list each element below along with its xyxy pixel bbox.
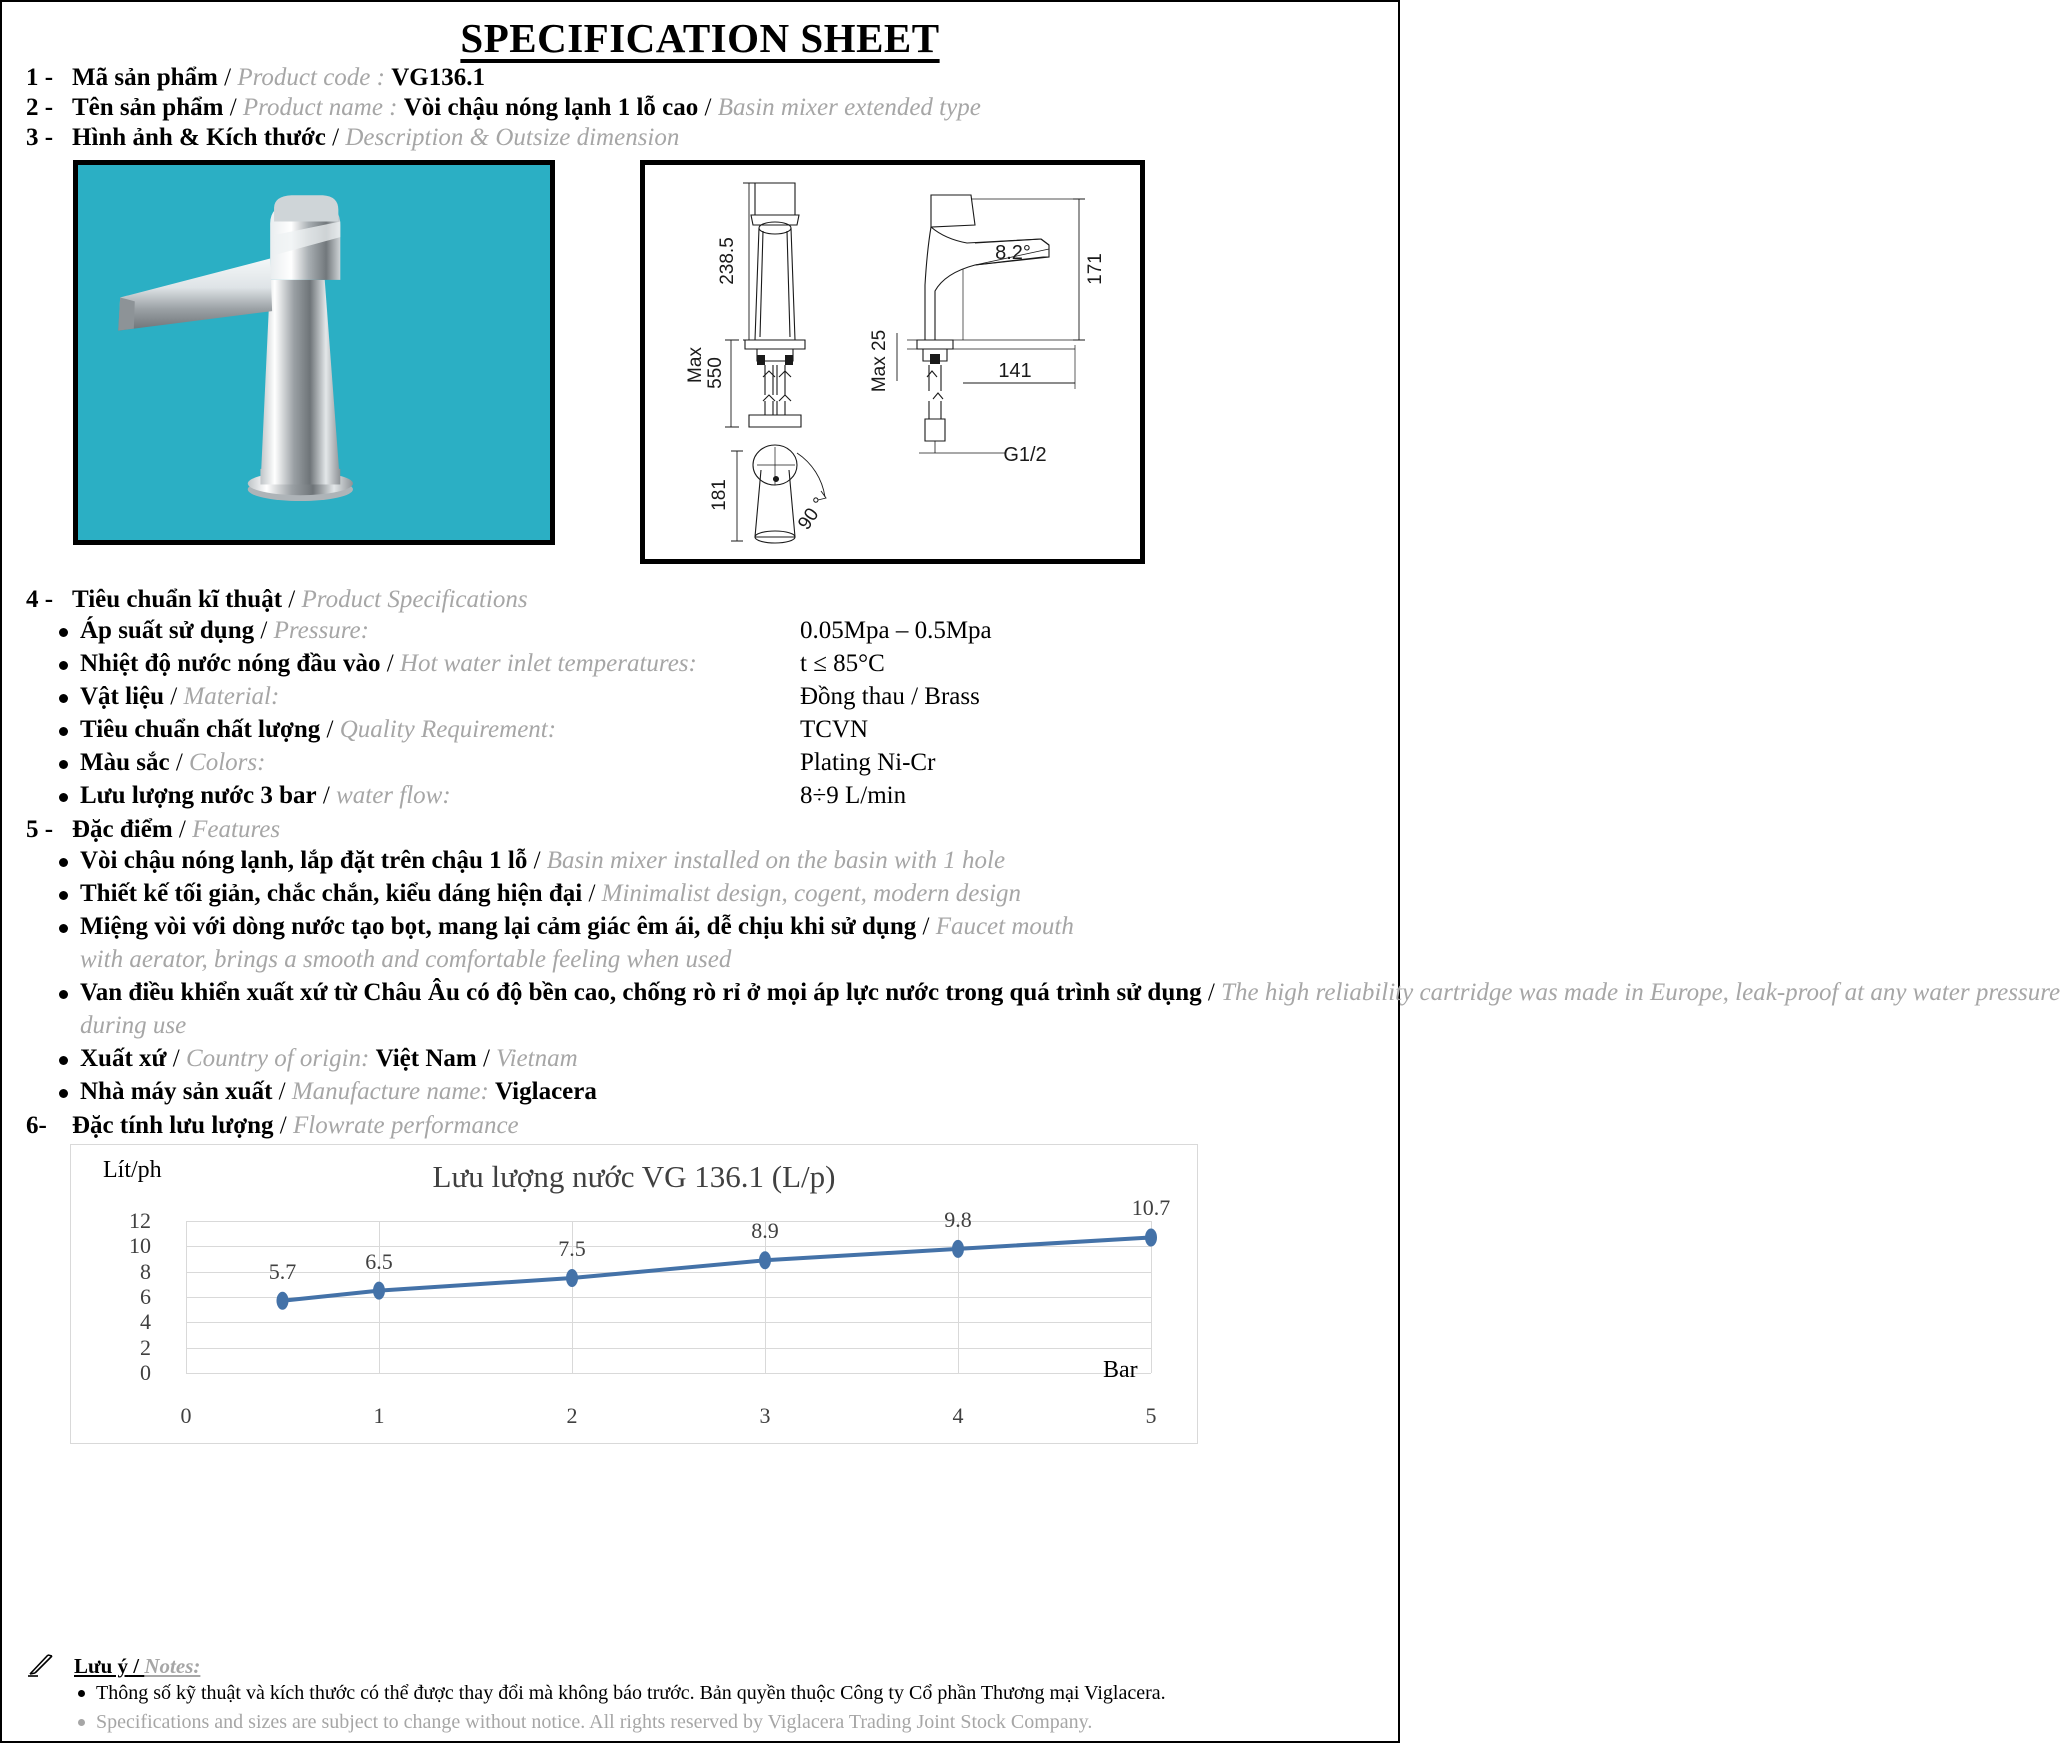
flowrate-label-en: Flowrate performance: [292, 1112, 519, 1139]
spec-label: [80, 680, 800, 713]
separator: /: [273, 1112, 293, 1139]
spec-row: [2, 647, 1398, 680]
spec-row: [2, 680, 1398, 713]
chart-x-tick-label: 3: [759, 1403, 771, 1428]
chart-data-point: [1145, 1228, 1157, 1246]
separator: /: [916, 913, 936, 940]
description-label-en: Description & Outsize dimension: [345, 124, 680, 151]
spec-label-en: water flow:: [336, 782, 451, 809]
dim-550: 550: [705, 357, 726, 389]
spec-row: [2, 614, 1398, 647]
technical-drawing: [640, 160, 1145, 564]
chart-x-tick-label: 0: [180, 1403, 192, 1428]
flowrate-label-vn: Đặc tính lưu lượng: [72, 1112, 274, 1139]
chart-data-point: [373, 1282, 385, 1300]
chart-y-tick-label: 12: [129, 1208, 151, 1233]
spec-label-en: Colors:: [189, 749, 266, 776]
spec-value: 0.05Mpa – 0.5Mpa: [800, 617, 992, 644]
description-label-vn: Hình ảnh & Kích thước: [72, 124, 326, 151]
feature-text-en: Minimalist design, cogent, modern design: [601, 880, 1022, 907]
separator: /: [320, 716, 340, 743]
spec-label: [80, 647, 800, 680]
chart-y-tick-label: 4: [140, 1309, 151, 1335]
separator: /: [169, 749, 190, 776]
features-section-header: [2, 816, 1398, 844]
notes-header: [26, 1654, 1398, 1679]
feature-text-en: The high reliability cartridge was made in Europe, leak-proof at any water pressure: [1221, 979, 2060, 1006]
feature-text-vn: Miệng vòi với dòng nước tạo bọt, mang lại cảm giác êm ái, dễ chịu khi sử dụng: [80, 913, 917, 940]
description-row: [2, 122, 1398, 152]
spec-value: t ≤ 85°C: [800, 650, 885, 677]
product-name-value-vn: Vòi chậu nóng lạnh 1 lỗ cao: [403, 94, 699, 121]
spec-label-vn: Màu sắc: [80, 749, 170, 776]
separator: /: [698, 94, 718, 121]
product-name-label-vn: Tên sản phẩm: [72, 94, 224, 121]
row-number: 1 -: [26, 64, 54, 91]
chart-x-tick-label: 5: [1145, 1403, 1157, 1428]
notes-section: [2, 1654, 1398, 1737]
spec-label-vn: Tiêu chuẩn chất lượng: [80, 716, 321, 743]
spec-value: Đồng thau / Brass: [800, 683, 980, 710]
origin-value-vn: Việt Nam: [375, 1045, 477, 1072]
separator: /: [223, 94, 243, 121]
separator: /: [282, 586, 302, 613]
dim-max-25: Max 25: [869, 329, 890, 393]
chart-data-label: 5.7: [268, 1258, 297, 1284]
chart-y-tick-label: 2: [140, 1334, 151, 1360]
section-number: 5 -: [26, 816, 54, 843]
feature-item: [2, 976, 2060, 1009]
dim-238-5: 238.5: [717, 237, 738, 285]
separator: /: [476, 1045, 497, 1072]
features-list: [2, 844, 2060, 1108]
origin-value-en: Vietnam: [496, 1045, 578, 1072]
manufacturer-value: Viglacera: [495, 1078, 597, 1105]
spec-row: [2, 779, 1398, 812]
separator: /: [166, 1045, 186, 1072]
spec-label-vn: Áp suất sử dụng: [80, 617, 255, 644]
dim-max: Max: [685, 347, 706, 383]
chart-data-label: 6.5: [365, 1248, 393, 1274]
chart-x-tick-label: 2: [566, 1403, 578, 1428]
note-item: Specifications and sizes are subject to change without notice. All rights reserved by Viglacera Trading Joint Stock Company.: [26, 1708, 1398, 1737]
row-number: 3 -: [26, 124, 54, 151]
chart-y-axis-title: Lít/ph: [103, 1157, 162, 1183]
spec-label-en: Quality Requirement:: [339, 716, 557, 743]
chart-series: [121, 1221, 1171, 1373]
chart-data-label: 7.5: [558, 1236, 586, 1261]
flowrate-chart: [70, 1144, 1198, 1444]
chart-y-tick-label: 10: [129, 1233, 151, 1259]
separator: /: [316, 782, 337, 809]
spec-label-vn: Vật liệu: [80, 683, 165, 710]
country-of-origin-item: [2, 1042, 1398, 1075]
product-name-label-en: Product name :: [242, 94, 404, 121]
feature-continuation: during use: [80, 1012, 187, 1039]
feature-item: [2, 877, 1398, 910]
spec-label-en: Hot water inlet temperatures:: [399, 650, 697, 677]
origin-label-en: Country of origin:: [186, 1045, 376, 1072]
chart-x-tick-label: 1: [373, 1403, 385, 1428]
separator: /: [128, 1654, 145, 1678]
chart-x-axis-title: Bar: [1103, 1357, 1138, 1383]
features-label-en: Features: [192, 816, 281, 843]
spec-label: [80, 713, 800, 746]
feature-item: [2, 844, 1398, 877]
chart-plot-area: [121, 1195, 1171, 1428]
product-code-label-en: Product code :: [237, 64, 392, 91]
feature-text-vn: Thiết kế tối giản, chắc chắn, kiểu dáng hiện đại: [80, 880, 589, 907]
separator: /: [588, 880, 602, 907]
dimension-drawing: [645, 165, 1140, 559]
chart-data-point: [759, 1251, 771, 1269]
row-number: 2 -: [26, 94, 54, 121]
separator: /: [1201, 979, 1222, 1006]
product-code-value: VG136.1: [391, 64, 485, 91]
chart-y-tick-label: 8: [140, 1258, 151, 1284]
spec-value: 8÷9 L/min: [800, 782, 907, 809]
chart-data-point: [277, 1292, 289, 1310]
spec-row: [2, 746, 1398, 779]
spec-label-en: Material:: [183, 683, 280, 710]
chart-title: Lưu lượng nước VG 136.1 (L/p): [432, 1159, 836, 1194]
chart-gridline-h: [186, 1373, 1151, 1374]
separator: /: [527, 847, 547, 874]
pencil-icon: [26, 1652, 60, 1678]
chart-y-tick-label: 0: [140, 1360, 151, 1385]
manufacturer-label-en: Manufacture name:: [291, 1078, 496, 1105]
specifications-section-header: [2, 586, 1398, 614]
separator: /: [172, 816, 193, 843]
separator: /: [217, 64, 238, 91]
notes-label-en: Notes:: [144, 1654, 201, 1678]
product-code-row: [2, 62, 1398, 92]
spec-label-vn: Lưu lượng nước 3 bar: [80, 782, 317, 809]
specifications-label-vn: Tiêu chuẩn kĩ thuật: [72, 586, 283, 613]
origin-label-vn: Xuất xứ: [80, 1045, 167, 1072]
chart-data-point: [952, 1240, 964, 1258]
chart-x-tick-label: 4: [952, 1403, 964, 1428]
flowrate-section-header: [2, 1112, 1398, 1140]
separator: /: [254, 617, 274, 644]
chart-y-tick-label: 6: [140, 1284, 151, 1309]
dim-g-half: G1/2: [1003, 444, 1047, 466]
dim-8-2-deg: 8.2°: [995, 242, 1031, 264]
note-item: Thông số kỹ thuật và kích thước có thể được thay đổi mà không báo trước. Bản quyền thuộc Công ty Cổ phần Thương mại Viglacera.: [26, 1679, 1398, 1708]
chart-data-point: [566, 1269, 578, 1287]
spec-value: TCVN: [800, 716, 869, 743]
product-name-row: [2, 92, 1398, 122]
spec-row: [2, 713, 1398, 746]
separator: /: [164, 683, 184, 710]
separator: /: [325, 124, 346, 151]
section-number: 6-: [26, 1112, 47, 1139]
product-code-label-vn: Mã sản phẩm: [72, 64, 218, 91]
features-label-vn: Đặc điểm: [72, 816, 173, 843]
spec-label-en: Pressure:: [273, 617, 369, 644]
feature-text-en: Basin mixer installed on the basin with 1 hole: [546, 847, 1006, 874]
spec-label-vn: Nhiệt độ nước nóng đầu vào: [80, 650, 381, 677]
notes-label-vn: Lưu ý: [74, 1654, 129, 1678]
specifications-list: [2, 614, 1398, 812]
manufacturer-item: [2, 1075, 1398, 1108]
section-number: 4 -: [26, 586, 54, 613]
specifications-label-en: Product Specifications: [301, 586, 528, 613]
feature-text-vn: Van điều khiển xuất xứ từ Châu Âu có độ bền cao, chống rò rỉ ở mọi áp lực nước trong quá trình sử dụng: [80, 979, 1202, 1006]
chart-data-label: 8.9: [751, 1218, 779, 1244]
dim-171: 171: [1085, 253, 1106, 285]
spec-label: [80, 779, 800, 812]
images-row: [2, 158, 1398, 582]
dim-90-deg: 90 °: [794, 493, 831, 534]
manufacturer-label-vn: Nhà máy sản xuất: [80, 1078, 273, 1105]
product-name-value-en: Basin mixer extended type: [717, 94, 981, 121]
page-title: SPECIFICATION SHEET: [460, 15, 940, 61]
product-photo: [73, 160, 555, 545]
feature-text-en: Faucet mouth: [935, 913, 1074, 940]
feature-text-vn: Vòi chậu nóng lạnh, lắp đặt trên chậu 1 lỗ: [80, 847, 528, 874]
separator: /: [380, 650, 400, 677]
spec-label: [80, 614, 800, 647]
feature-item: [2, 910, 1398, 943]
dim-181: 181: [709, 479, 730, 511]
dim-141: 141: [998, 360, 1032, 382]
spec-value: Plating Ni-Cr: [800, 749, 936, 776]
chart-data-label: 10.7: [1131, 1195, 1171, 1221]
faucet-photo-illustration: [78, 165, 550, 540]
spec-label: [80, 746, 800, 779]
chart-data-label: 9.8: [944, 1206, 972, 1232]
feature-continuation: with aerator, brings a smooth and comfortable feeling when used: [80, 946, 732, 973]
separator: /: [272, 1078, 292, 1105]
